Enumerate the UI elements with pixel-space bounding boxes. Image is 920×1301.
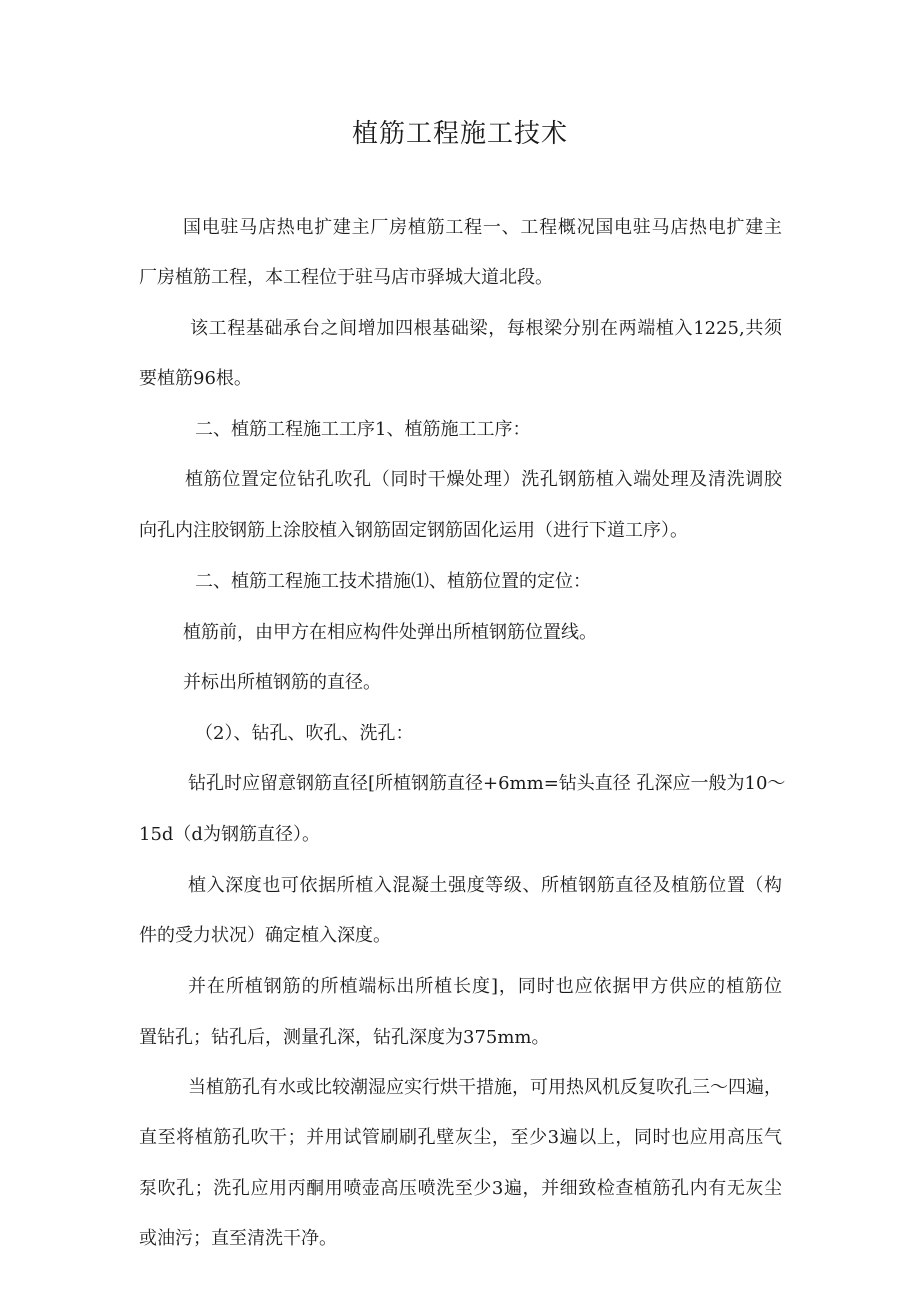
- paragraph-9-line-3: 泵吹孔；洗孔应用丙酮用喷壶高压喷洗至少3遍，并细致检查植筋孔内有无灰尘: [139, 1178, 782, 1199]
- document-title: 植筋工程施工技术: [351, 119, 568, 149]
- paragraph-8-line-1: 并在所植钢筋的所植端标出所植长度]，同时也应依据甲方供应的植筋位: [188, 976, 782, 997]
- paragraph-7-line-1: 植入深度也可依据所植入混凝土强度等级、所植钢筋直径及植筋位置（构: [188, 875, 782, 896]
- paragraph-3-line-1: 植筋位置定位钻孔吹孔（同时干燥处理）洗孔钢筋植入端处理及清洗调胶: [185, 469, 782, 490]
- paragraph-3-line-2: 向孔内注胶钢筋上涂胶植入钢筋固定钢筋固化运用（进行下道工序）。: [139, 520, 688, 541]
- paragraph-1-line-2: 厂房植筋工程，本工程位于驻马店市驿城大道北段。: [139, 267, 553, 288]
- subheading-drilling: （2）、钻孔、吹孔、洗孔：: [195, 723, 414, 744]
- section-heading-measures: 二、植筋工程施工技术措施⑴、植筋位置的定位：: [195, 571, 591, 592]
- paragraph-6-line-1: 钻孔时应留意钢筋直径[所植钢筋直径+6mm=钻头直径 孔深应一般为10～: [188, 773, 786, 794]
- paragraph-9-line-4: 或油污；直至清洗干净。: [139, 1228, 337, 1249]
- paragraph-4: 植筋前，由甲方在相应构件处弹出所植钢筋位置线。: [183, 622, 597, 643]
- paragraph-7-line-2: 件的受力状况）确定植入深度。: [139, 925, 391, 946]
- paragraph-6-line-2: 15d（d为钢筋直径）。: [139, 824, 320, 845]
- paragraph-8-line-2: 置钻孔；钻孔后，测量孔深，钻孔深度为375mm。: [139, 1027, 550, 1048]
- paragraph-9-line-1: 当植筋孔有水或比较潮湿应实行烘干措施，可用热风机反复吹孔三～四遍，: [188, 1077, 782, 1098]
- paragraph-2-line-2: 要植筋96根。: [139, 368, 252, 389]
- paragraph-9-line-2: 直至将植筋孔吹干；并用试管刷刷孔壁灰尘，至少3遍以上，同时也应用高压气: [139, 1127, 782, 1148]
- paragraph-5: 并标出所植钢筋的直径。: [183, 672, 381, 693]
- paragraph-1-line-1: 国电驻马店热电扩建主厂房植筋工程一、工程概况国电驻马店热电扩建主: [183, 217, 782, 238]
- paragraph-2-line-1: 该工程基础承台之间增加四根基础梁，每根梁分别在两端植入1225,共须: [190, 318, 782, 339]
- section-heading-process: 二、植筋工程施工工序1、植筋施工工序：: [195, 419, 531, 440]
